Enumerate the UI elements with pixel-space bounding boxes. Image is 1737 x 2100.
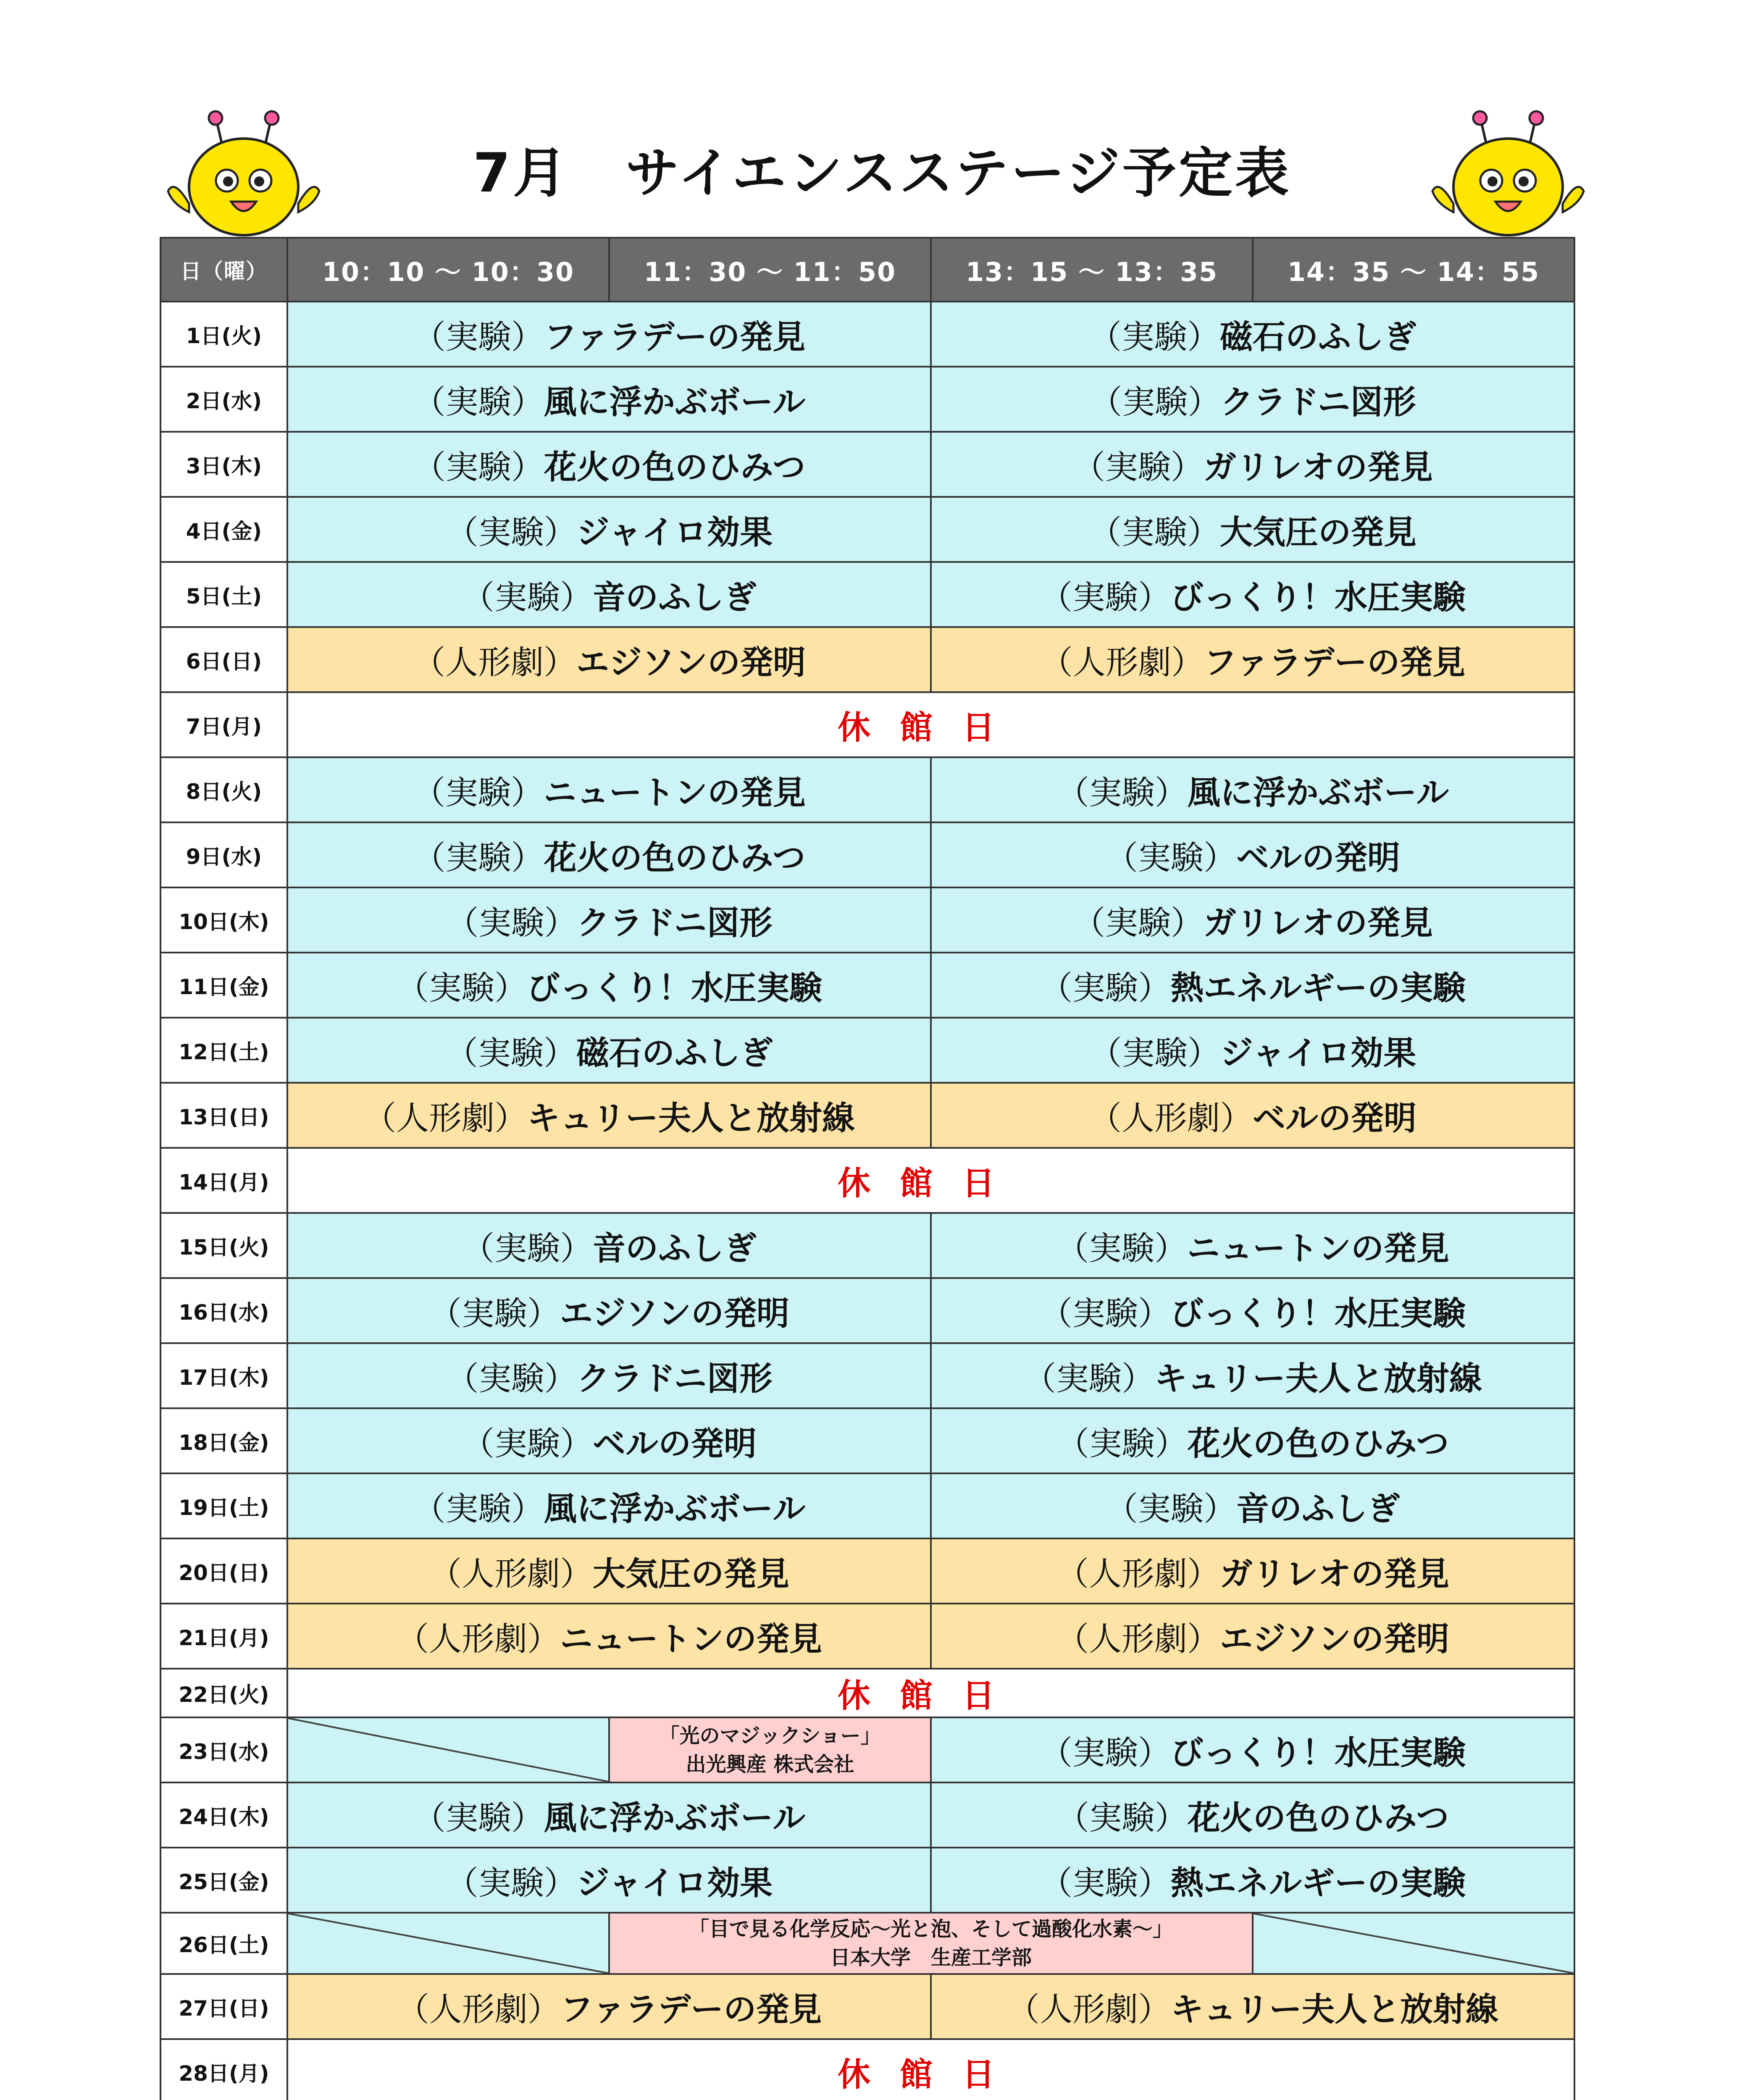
afternoon-show <box>931 1018 1574 1083</box>
table-row <box>160 1408 1574 1473</box>
table-row <box>160 1604 1574 1669</box>
show-title: ベルの発明 <box>1236 839 1401 877</box>
show-kind: （実験） <box>1056 774 1188 812</box>
show-kind: （実験） <box>1105 1490 1236 1528</box>
show-kind: （実験） <box>1088 513 1220 551</box>
table-row <box>160 1473 1574 1538</box>
table-row <box>160 2039 1574 2100</box>
morning-show <box>287 757 931 822</box>
special-show <box>609 1717 931 1782</box>
show-kind: （実験） <box>446 1360 577 1398</box>
show-title: 風に浮かぶボール <box>544 383 806 421</box>
header-slot-1: 10：10 ～ 10：30 <box>287 238 609 302</box>
morning-show <box>287 1278 931 1343</box>
show-kind: （実験） <box>446 904 577 942</box>
show-title: ファラデーの発見 <box>1204 643 1466 682</box>
afternoon-show <box>931 497 1574 562</box>
special-show-title: 「光のマジックショー」 <box>659 1724 881 1748</box>
afternoon-show <box>931 1974 1574 2039</box>
morning-show <box>287 1848 931 1913</box>
show-title: クラドニ図形 <box>1220 383 1416 421</box>
morning-show <box>287 497 931 562</box>
header-slot-2: 11：30 ～ 11：50 <box>609 238 931 302</box>
show-kind: （人形劇） <box>1006 1990 1171 2029</box>
show-kind: （実験） <box>461 1229 593 1268</box>
mascot-robot-icon <box>160 107 328 246</box>
table-row <box>160 822 1574 887</box>
show-title: クラドニ図形 <box>577 1360 773 1398</box>
day-cell: 15日(火) <box>160 1213 287 1278</box>
table-row <box>160 1913 1574 1974</box>
afternoon-show <box>931 1848 1574 1913</box>
show-title: びっくり！水圧実験 <box>1171 578 1466 617</box>
table-row <box>160 1083 1574 1148</box>
show-title: キュリー夫人と放射線 <box>1171 1990 1499 2029</box>
schedule-table <box>160 237 1575 2100</box>
show-kind: （実験） <box>1023 1360 1154 1398</box>
show-kind: （実験） <box>413 318 544 356</box>
show-title: エジソンの発明 <box>560 1294 790 1333</box>
show-title: 大気圧の発見 <box>1220 513 1417 551</box>
show-kind: （実験） <box>413 839 544 877</box>
afternoon-show <box>931 1343 1574 1408</box>
day-cell: 12日(土) <box>160 1018 287 1083</box>
day-cell: 16日(水) <box>160 1278 287 1343</box>
morning-show <box>287 1974 931 2039</box>
show-kind: （人形劇） <box>1056 1620 1220 1658</box>
afternoon-show <box>931 1083 1574 1148</box>
show-title: キュリー夫人と放射線 <box>1154 1360 1482 1398</box>
special-show-presenter: 日本大学 生産工学部 <box>830 1946 1032 1969</box>
morning-show <box>287 1782 931 1848</box>
show-title: 花火の色のひみつ <box>544 448 806 486</box>
day-cell: 9日(水) <box>160 822 287 887</box>
show-title: 大気圧の発見 <box>593 1555 790 1593</box>
show-title: 磁石のふしぎ <box>1220 318 1417 356</box>
afternoon-show <box>931 562 1574 627</box>
show-title: ジャイロ効果 <box>576 513 773 551</box>
morning-show <box>287 432 931 497</box>
day-cell: 24日(木) <box>160 1782 287 1848</box>
day-cell: 26日(土) <box>160 1913 287 1974</box>
show-title: ジャイロ効果 <box>1220 1034 1416 1072</box>
show-title: エジソンの発明 <box>576 643 806 682</box>
morning-show <box>287 887 931 953</box>
afternoon-show <box>931 953 1574 1018</box>
table-row <box>160 1669 1574 1717</box>
show-title: ニュートンの発見 <box>560 1620 823 1658</box>
show-title: ジャイロ効果 <box>576 1864 773 1902</box>
show-title: 風に浮かぶボール <box>544 1799 806 1837</box>
show-title: ガリレオの発見 <box>1220 1555 1450 1593</box>
header-row <box>160 238 1574 302</box>
no-show-slot <box>287 1913 609 1974</box>
show-title: 音のふしぎ <box>1236 1490 1401 1528</box>
morning-show <box>287 953 931 1018</box>
show-kind: （実験） <box>413 1799 544 1837</box>
show-kind: （実験） <box>1039 578 1171 617</box>
show-kind: （人形劇） <box>363 1099 527 1137</box>
no-show-slot <box>287 1717 609 1782</box>
morning-show <box>287 1083 931 1148</box>
show-title: びっくり！水圧実験 <box>1171 1294 1466 1333</box>
morning-show <box>287 1473 931 1538</box>
morning-show <box>287 1604 931 1669</box>
show-title: ガリレオの発見 <box>1204 448 1433 486</box>
table-row <box>160 627 1574 692</box>
show-title: キュリー夫人と放射線 <box>527 1099 855 1137</box>
table-row <box>160 1213 1574 1278</box>
morning-show <box>287 367 931 432</box>
day-cell: 1日(火) <box>160 302 287 367</box>
mascot-robot-icon <box>1424 107 1592 246</box>
show-title: 磁石のふしぎ <box>576 1034 773 1072</box>
show-kind: （実験） <box>413 1490 544 1528</box>
closed-label: 休館日 <box>287 1669 1574 1717</box>
show-kind: （実験） <box>1056 1229 1187 1268</box>
day-cell: 5日(土) <box>160 562 287 627</box>
show-title: ガリレオの発見 <box>1204 904 1433 942</box>
show-kind: （実験） <box>445 513 577 551</box>
show-kind: （実験） <box>1072 904 1204 942</box>
show-title: ニュートンの発見 <box>1187 1229 1450 1268</box>
day-cell: 3日(木) <box>160 432 287 497</box>
show-title: ベルの発明 <box>593 1425 757 1463</box>
day-cell: 8日(火) <box>160 757 287 822</box>
show-title: ファラデーの発見 <box>560 1990 822 2029</box>
show-kind: （実験） <box>396 969 527 1007</box>
day-cell: 14日(月) <box>160 1148 287 1213</box>
morning-show <box>287 1018 931 1083</box>
show-kind: （人形劇） <box>396 1620 560 1658</box>
show-kind: （実験） <box>1072 448 1204 486</box>
table-row <box>160 1278 1574 1343</box>
afternoon-show <box>931 1473 1574 1538</box>
day-cell: 17日(木) <box>160 1343 287 1408</box>
closed-label: 休館日 <box>287 1148 1574 1213</box>
table-row <box>160 757 1574 822</box>
table-row <box>160 1343 1574 1408</box>
header-slot-4: 14：35 ～ 14：55 <box>1253 238 1574 302</box>
afternoon-show <box>931 822 1574 887</box>
show-kind: （実験） <box>1039 1294 1171 1333</box>
show-title: 風に浮かぶボール <box>1187 774 1449 812</box>
afternoon-show <box>931 367 1574 432</box>
day-cell: 18日(金) <box>160 1408 287 1473</box>
day-cell: 19日(土) <box>160 1473 287 1538</box>
morning-show <box>287 1213 931 1278</box>
show-kind: （実験） <box>1105 839 1236 877</box>
show-kind: （人形劇） <box>396 1990 560 2029</box>
morning-show <box>287 1538 931 1604</box>
day-cell: 13日(日) <box>160 1083 287 1148</box>
morning-show <box>287 562 931 627</box>
table-row <box>160 1848 1574 1913</box>
show-kind: （人形劇） <box>1088 1099 1253 1137</box>
afternoon-show <box>931 1213 1574 1278</box>
afternoon-show <box>931 757 1574 822</box>
show-kind: （実験） <box>428 1294 560 1333</box>
afternoon-show <box>931 1538 1574 1604</box>
show-kind: （人形劇） <box>1040 643 1204 682</box>
show-title: びっくり！水圧実験 <box>1171 1734 1466 1772</box>
afternoon-show <box>931 1278 1574 1343</box>
day-cell: 2日(水) <box>160 367 287 432</box>
show-kind: （実験） <box>1089 383 1221 421</box>
show-title: 花火の色のひみつ <box>544 839 806 877</box>
show-title: ファラデーの発見 <box>544 318 806 356</box>
table-row <box>160 953 1574 1018</box>
table-row <box>160 1974 1574 2039</box>
show-kind: （実験） <box>445 1864 577 1902</box>
afternoon-show <box>931 1604 1574 1669</box>
table-row <box>160 1782 1574 1848</box>
morning-show <box>287 1408 931 1473</box>
show-kind: （実験） <box>413 448 544 486</box>
day-cell: 7日(月) <box>160 692 287 757</box>
afternoon-show <box>931 627 1574 692</box>
table-row <box>160 432 1574 497</box>
show-kind: （実験） <box>1089 1034 1220 1072</box>
morning-show <box>287 302 931 367</box>
afternoon-show <box>931 302 1574 367</box>
afternoon-show <box>931 887 1574 953</box>
show-title: ベルの発明 <box>1253 1099 1417 1137</box>
table-row <box>160 1538 1574 1604</box>
show-title: クラドニ図形 <box>577 904 773 942</box>
special-show-presenter: 出光興産 株式会社 <box>686 1752 854 1776</box>
table-row <box>160 1148 1574 1213</box>
afternoon-show <box>931 1717 1574 1782</box>
show-title: ニュートンの発見 <box>544 774 806 812</box>
closed-label: 休館日 <box>287 2039 1574 2100</box>
day-cell: 27日(日) <box>160 1974 287 2039</box>
afternoon-show <box>931 432 1574 497</box>
no-show-slot <box>1253 1913 1574 1974</box>
table-row <box>160 1717 1574 1782</box>
page-title: 7月 サイエンスステージ予定表 <box>473 142 1292 205</box>
show-kind: （実験） <box>1056 1425 1188 1463</box>
day-cell: 25日(金) <box>160 1848 287 1913</box>
show-title: 花火の色のひみつ <box>1187 1425 1449 1463</box>
day-cell: 21日(月) <box>160 1604 287 1669</box>
morning-show <box>287 627 931 692</box>
show-kind: （実験） <box>1039 1734 1171 1772</box>
show-kind: （実験） <box>1056 1799 1188 1837</box>
afternoon-show <box>931 1408 1574 1473</box>
show-title: エジソンの発明 <box>1220 1620 1450 1658</box>
header-day: 日（曜） <box>160 238 287 302</box>
show-title: びっくり！水圧実験 <box>527 969 823 1007</box>
show-kind: （実験） <box>445 1034 576 1072</box>
show-kind: （実験） <box>413 383 544 421</box>
show-kind: （実験） <box>1039 969 1171 1007</box>
show-kind: （実験） <box>1088 318 1220 356</box>
show-kind: （人形劇） <box>412 643 576 682</box>
closed-label: 休館日 <box>287 692 1574 757</box>
table-row <box>160 692 1574 757</box>
show-title: 熱エネルギーの実験 <box>1171 1864 1466 1902</box>
afternoon-show <box>931 1782 1574 1848</box>
special-show <box>609 1913 1253 1974</box>
show-kind: （実験） <box>1039 1864 1171 1902</box>
table-row <box>160 302 1574 367</box>
day-cell: 28日(月) <box>160 2039 287 2100</box>
show-kind: （実験） <box>461 578 593 617</box>
show-title: 音のふしぎ <box>593 578 757 617</box>
day-cell: 20日(日) <box>160 1538 287 1604</box>
show-title: 風に浮かぶボール <box>544 1490 806 1528</box>
morning-show <box>287 1343 931 1408</box>
day-cell: 22日(火) <box>160 1669 287 1717</box>
morning-show <box>287 822 931 887</box>
header-slot-3: 13：15 ～ 13：35 <box>931 238 1253 302</box>
day-cell: 23日(水) <box>160 1717 287 1782</box>
show-kind: （人形劇） <box>428 1555 593 1593</box>
show-kind: （実験） <box>412 774 544 812</box>
day-cell: 11日(金) <box>160 953 287 1018</box>
table-row <box>160 367 1574 432</box>
special-show-title: 「目で見る化学反応～光と泡、そして過酸化水素～」 <box>688 1917 1173 1941</box>
show-kind: （人形劇） <box>1056 1555 1220 1593</box>
show-title: 花火の色のひみつ <box>1187 1799 1449 1837</box>
table-row <box>160 1018 1574 1083</box>
table-row <box>160 887 1574 953</box>
day-cell: 6日(日) <box>160 627 287 692</box>
table-row <box>160 497 1574 562</box>
show-title: 熱エネルギーの実験 <box>1171 969 1466 1007</box>
table-row <box>160 562 1574 627</box>
show-title: 音のふしぎ <box>593 1229 757 1268</box>
day-cell: 10日(木) <box>160 887 287 953</box>
show-kind: （実験） <box>461 1425 593 1463</box>
day-cell: 4日(金) <box>160 497 287 562</box>
